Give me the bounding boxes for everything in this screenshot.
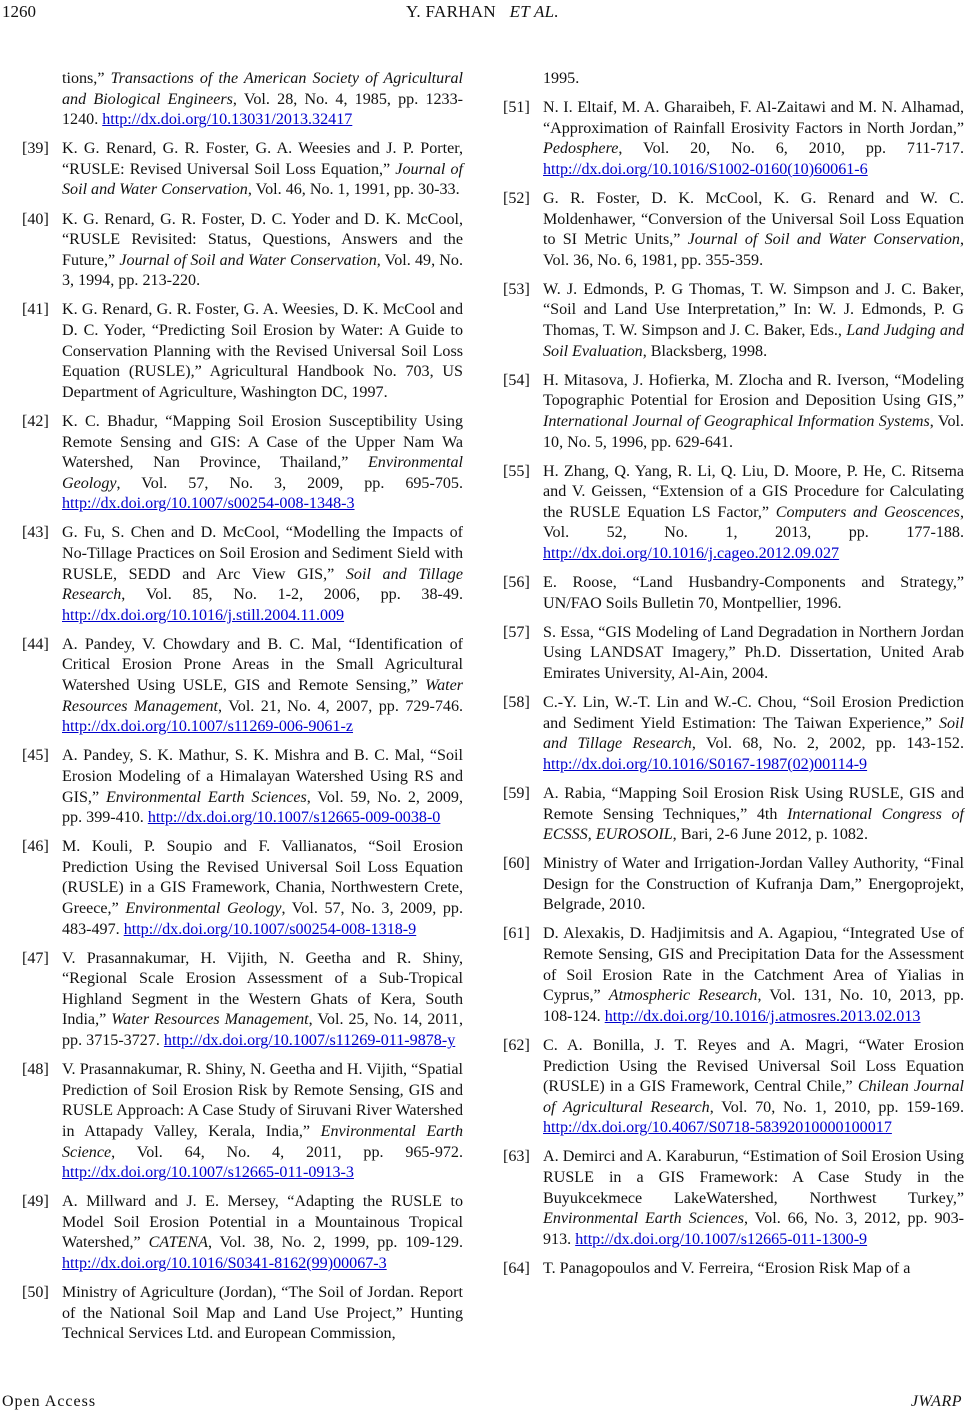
reference-item: [503, 280, 964, 362]
journal-title: Computers and Geoscences: [775, 503, 960, 521]
reference-text: , Vol. 21, No. 4, 2007, pp. 729-746.: [218, 697, 464, 715]
journal-title: International Journal of Geographical Information Systems: [543, 412, 930, 430]
reference-number: [47]: [22, 949, 49, 967]
reference-item: [503, 189, 964, 271]
reference-text: M. Kouli, P. Soupio and F. Vallianatos, “Soil Erosion Prediction Using the Revised Universal Soil Loss Equation (RUSLE) in a GIS Framework, Chania, Northwestern Crete, Greece,”: [62, 838, 463, 917]
references-right-column: [503, 69, 964, 1288]
reference-number: [53]: [503, 280, 530, 298]
reference-item: [22, 300, 463, 403]
reference-number: [62]: [503, 1036, 530, 1054]
reference-text: , Vol. 36, No. 6, 1981, pp. 355-359.: [543, 231, 964, 269]
reference-number: [49]: [22, 1193, 49, 1211]
reference-number: [58]: [503, 694, 530, 712]
reference-item: [503, 693, 964, 775]
reference-item: [22, 69, 463, 131]
reference-text: C.-Y. Lin, W.-T. Lin and W.-C. Chou, “Soil Erosion Prediction and Sediment Yield Estimation: The Taiwan Experience,”: [543, 694, 964, 732]
reference-number: [63]: [503, 1148, 530, 1166]
reference-number: [48]: [22, 1061, 49, 1079]
reference-number: [61]: [503, 925, 530, 943]
journal-title: Environmental Earth Science: [62, 1122, 463, 1161]
reference-text: , Vol. 46, No. 1, 1991, pp. 30-33.: [247, 181, 460, 199]
reference-text: N. I. Eltaif, M. A. Gharaibeh, F. Al-Zaitawi and M. N. Alhamad, “Approximation of Rainfall Erosivity Factors in North Jordan,”: [543, 99, 964, 137]
reference-text: , Vol. 85, No. 1-2, 2006, pp. 38-49.: [121, 586, 463, 604]
reference-text: Ministry of Agriculture (Jordan), “The Soil of Jordan. Report of the National Soil Map and Land Use Project,” Hunting Technical Services Ltd. and European Commission,: [62, 1284, 463, 1343]
reference-text: , Vol. 131, No. 10, 2013, pp. 108-124.: [543, 987, 965, 1025]
reference-item: [503, 462, 964, 565]
reference-item: [22, 837, 463, 940]
journal-title: International Congress of ECSSS: [543, 805, 964, 844]
reference-item: [22, 1192, 463, 1274]
doi-link[interactable]: http://dx.doi.org/10.1007/s11269-006-9061-z: [62, 718, 354, 736]
reference-text: tions,”: [62, 70, 111, 87]
reference-text: A. Pandey, V. Chowdary and B. C. Mal, “Identification of Critical Erosion Prone Areas in the Small Agricultural Watershed Using USLE, GIS and Remote Sensing,”: [62, 635, 463, 695]
reference-text: , Vol. 28, No. 4, 1985, pp. 1233-1240.: [62, 90, 463, 129]
doi-link[interactable]: http://dx.doi.org/10.1016/j.still.2004.11.009: [62, 606, 345, 624]
reference-text: A. Rabia, “Mapping Soil Erosion Risk Using RUSLE, GIS and Remote Sensing Techniques,” 4th: [543, 784, 964, 823]
reference-item: [22, 523, 463, 626]
reference-text: 1995.: [543, 70, 580, 87]
footer-journal: JWARP: [910, 1393, 962, 1410]
reference-text: , Vol. 57, No. 3, 2009, pp. 695-705.: [116, 474, 463, 492]
reference-text: , Vol. 70, No. 1, 2010, pp. 159-169.: [709, 1098, 964, 1116]
reference-text: , Vol. 59, No. 2, 2009, pp. 399-410.: [62, 788, 463, 827]
reference-item: [503, 854, 964, 916]
page-number: 1260: [2, 2, 36, 21]
reference-text: K. C. Bhadur, “Mapping Soil Erosion Susceptibility Using Remote Sensing and GIS: A Case of the Upper Nam Wa Watershed, Nan Province, Thailand,”: [62, 412, 463, 472]
reference-text: S. Essa, “GIS Modeling of Land Degradation in Northern Jordan Using LANDSAT Imagery,” Ph.D. Dissertation, United Arab Emirates University, Al-Ain, 2004.: [543, 623, 964, 682]
reference-item: [503, 623, 964, 685]
reference-item: [503, 98, 964, 180]
doi-link[interactable]: http://dx.doi.org/10.1016/j.atmosres.2013.02.013: [604, 1007, 921, 1025]
running-head: [0, 2, 965, 22]
reference-item: [22, 210, 463, 292]
reference-number: [60]: [503, 855, 530, 873]
reference-text: , Vol. 64, No. 4, 2011, pp. 965-972.: [111, 1143, 463, 1161]
journal-title: Water Resources Management: [62, 677, 463, 715]
reference-text: Ministry of Water and Irrigation-Jordan Valley Authority, “Final Design for the Construction of Kufranja Dam,” Energoprojekt, Belgrade, 2010.: [543, 855, 964, 914]
doi-link[interactable]: http://dx.doi.org/10.1007/s12665-011-0913-3: [62, 1164, 354, 1182]
reference-number: [51]: [503, 99, 530, 117]
reference-text: , Vol. 20, No. 6, 2010, pp. 711-717.: [618, 140, 964, 158]
reference-item: [503, 1259, 964, 1280]
reference-item: [503, 784, 964, 846]
reference-text: A. Pandey, S. K. Mathur, S. K. Mishra and B. C. Mal, “Soil Erosion Modeling of a Himalayan Watershed Using RS and GIS,”: [62, 747, 463, 806]
journal-title: Water Resources Management: [111, 1011, 309, 1029]
reference-number: [55]: [503, 462, 530, 480]
reference-number: [39]: [22, 140, 49, 158]
reference-item: [503, 371, 964, 453]
reference-item: [503, 1036, 964, 1139]
doi-link[interactable]: http://dx.doi.org/10.1007/s12665-011-1300-9: [575, 1230, 868, 1248]
reference-item: [22, 1283, 463, 1345]
reference-item: [22, 635, 463, 738]
reference-text: V. Prasannakumar, H. Vijith, N. Geetha and R. Shiny, “Regional Scale Erosion Assessment of a Sub-Tropical Highland Segment in the Western Ghats of Kera, South India,”: [62, 949, 463, 1029]
reference-text: K. G. Renard, G. R. Foster, D. C. Yoder and D. K. McCool, “RUSLE Revisited: Status, Questions, Answers and the Future,”: [62, 210, 463, 269]
reference-text: K. G. Renard, G. R. Foster, G. A. Weesies and J. P. Porter, “RUSLE: Revised Universal Soil Loss Equation,”: [62, 140, 463, 178]
reference-text: , Blacksberg, 1998.: [642, 342, 768, 360]
reference-text: T. Panagopoulos and V. Ferreira, “Erosion Risk Map of a: [543, 1259, 911, 1277]
journal-title: Soil and Tillage Research: [62, 565, 463, 604]
reference-text: , Vol. 38, No. 2, 1999, pp. 109-129.: [207, 1234, 464, 1252]
reference-number: [40]: [22, 210, 49, 228]
reference-item: [22, 949, 463, 1052]
reference-number: [50]: [22, 1284, 49, 1302]
doi-link[interactable]: http://dx.doi.org/10.1016/j.cageo.2012.09.027: [543, 544, 840, 562]
reference-number: [42]: [22, 412, 49, 430]
journal-title: Environmental Earth Sciences: [105, 788, 307, 806]
reference-text: E. Roose, “Land Husbandry-Components and Strategy,” UN/FAO Soils Bulletin 70, Montpellier, 1996.: [543, 574, 964, 612]
journal-title: Pedosphere: [543, 140, 619, 158]
journal-title: Journal of Soil and Water Conservation: [687, 231, 960, 249]
reference-text: , Vol. 10, No. 5, 1996, pp. 629-641.: [543, 412, 964, 451]
reference-number: [52]: [503, 189, 530, 207]
doi-link[interactable]: http://dx.doi.org/10.13031/2013.32417: [102, 111, 353, 129]
reference-item: [503, 573, 964, 614]
reference-text: K. G. Renard, G. R. Foster, G. A. Weesies, D. K. McCool and D. C. Yoder, “Predicting Soil Erosion by Water: A Guide to Conservation Planning with the Revised Universal Soil Loss Equation (RUSLE),” Agricultural Handbook No. 703, US Department of Agriculture, Washington DC, 1997.: [62, 301, 463, 401]
reference-number: [43]: [22, 524, 49, 542]
doi-link[interactable]: http://dx.doi.org/10.1007/s11269-011-9878-y: [163, 1032, 456, 1050]
running-head-etal: ET AL.: [509, 2, 559, 21]
reference-item: [22, 139, 463, 201]
doi-link[interactable]: http://dx.doi.org/10.1007/s00254-008-1348-3: [62, 495, 355, 513]
reference-item: [22, 412, 463, 515]
reference-number: [64]: [503, 1259, 530, 1277]
reference-item: [22, 746, 463, 828]
journal-title: Environmental Geology: [62, 454, 463, 492]
doi-link[interactable]: http://dx.doi.org/10.1016/S0341-8162(99)00067-3: [62, 1254, 387, 1272]
reference-text: W. J. Edmonds, P. G Thomas, T. W. Simpson and J. C. Baker, “Soil and Land Use Interpretation,” In: W. J. Edmonds, P. G Thomas, T. W. Simpson and J. C. Baker, Eds.,: [543, 280, 964, 340]
reference-item: [22, 1060, 463, 1184]
page-header: [0, 2, 965, 26]
reference-text: , Vol. 57, No. 3, 2009, pp. 483-497.: [62, 899, 463, 938]
reference-text: , Vol. 66, No. 3, 2012, pp. 903-913.: [543, 1210, 964, 1248]
journal-title: Environmental Earth Sciences: [543, 1210, 744, 1228]
reference-text: G. R. Foster, D. K. McCool, K. G. Renard and W. C. Moldenhawer, “Conversion of the Universal Soil Loss Equation to SI Metric Units,”: [543, 189, 964, 249]
reference-text: , Vol. 25, No. 14, 2011, pp. 3715-3727.: [62, 1011, 463, 1050]
reference-text: A. Millward and J. E. Mersey, “Adapting the RUSLE to Model Soil Erosion Potential in a Mountainous Tropical Watershed,”: [62, 1193, 463, 1252]
journal-title: CATENA: [148, 1234, 208, 1252]
reference-text: C. A. Bonilla, J. T. Reyes and A. Magri, “Water Erosion Prediction Using the Revised Universal Soil Loss Equation (RUSLE) in a GIS Framework, Central Chile,”: [543, 1036, 964, 1096]
reference-text: D. Alexakis, D. Hadjimitsis and A. Agapiou, “Integrated Use of Remote Sensing, GIS and Precipitation Data for the Assessment of Soil Erosion Rate in the Catchment Area of Yialias in Cyprus,”: [543, 925, 964, 1005]
doi-link[interactable]: http://dx.doi.org/10.1007/s00254-008-1318-9: [123, 920, 417, 938]
reference-number: [41]: [22, 301, 49, 319]
journal-title: Journal of Soil and Water Conservation: [62, 160, 463, 199]
reference-item: [503, 1147, 964, 1250]
reference-number: [45]: [22, 747, 49, 765]
journal-title: Chilean Journal of Agricultural Research: [543, 1078, 964, 1116]
reference-text: A. Demirci and A. Karaburun, “Estimation of Soil Erosion Using RUSLE in a GIS Framework: A Case Study in the Buyukcekmece LakeWatershed, Northwest Turkey,”: [543, 1148, 964, 1207]
reference-text: , Vol. 49, No. 3, 1994, pp. 213-220.: [62, 251, 463, 290]
doi-link[interactable]: http://dx.doi.org/10.1007/s12665-009-0038-0: [147, 809, 441, 827]
journal-title: EUROSOIL: [595, 826, 673, 844]
reference-number: [57]: [503, 623, 530, 641]
reference-number: [46]: [22, 838, 49, 856]
doi-link[interactable]: http://dx.doi.org/10.1016/S1002-0160(10)60061-6: [543, 160, 868, 178]
reference-number: [44]: [22, 635, 49, 653]
reference-text: V. Prasannakumar, R. Shiny, N. Geetha and H. Vijith, “Spatial Prediction of Soil Erosion Risk by Remote Sensing, GIS and RUSLE Approach: A Case Study of Siruvani River Watershed in Attapady Valley, Kerala, India,”: [62, 1061, 463, 1140]
journal-title: Land Judging and Soil Evaluation: [543, 322, 965, 360]
reference-number: [56]: [503, 574, 530, 592]
reference-text: , Vol. 68, No. 2, 2002, pp. 143-152.: [691, 735, 964, 753]
doi-link[interactable]: http://dx.doi.org/10.4067/S0718-58392010000100017: [543, 1119, 892, 1137]
journal-title: Transactions of the American Society of Agricultural and Biological Engineers: [62, 70, 463, 108]
reference-text: , Bari, 2-6 June 2012, p. 1082.: [672, 826, 868, 844]
journal-title: Atmospheric Research: [608, 987, 758, 1005]
reference-item: [503, 924, 964, 1027]
journal-title: Journal of Soil and Water Conservation: [119, 251, 377, 269]
journal-title: Environmental Geology: [125, 899, 282, 917]
running-head-author: Y. FARHAN: [406, 2, 496, 21]
reference-number: [54]: [503, 371, 530, 389]
references-left-column: [22, 69, 463, 1353]
reference-number: [59]: [503, 784, 530, 802]
reference-text: ,: [587, 826, 596, 844]
doi-link[interactable]: http://dx.doi.org/10.1016/S0167-1987(02)00114-9: [543, 755, 868, 773]
reference-text: H. Zhang, Q. Yang, R. Li, Q. Liu, D. Moore, P. He, C. Ritsema and V. Geissen, “Extension of a GIS Procedure for Calculating the RUSLE Equation LS Factor,”: [543, 462, 964, 521]
footer-open-access: Open Access: [2, 1393, 97, 1410]
reference-text: H. Mitasova, J. Hofierka, M. Zlocha and R. Iverson, “Modeling Topographic Potential for Erosion and Deposition Using GIS,”: [543, 371, 964, 410]
reference-item: [503, 69, 964, 90]
reference-text: G. Fu, S. Chen and D. McCool, “Modelling the Impacts of No-Tillage Practices on Soil Erosion and Sediment Sield with RUSLE, SEDD and Arc View GIS,”: [62, 524, 463, 583]
journal-title: Soil and Tillage Research: [543, 714, 964, 753]
reference-text: , Vol. 52, No. 1, 2013, pp. 177-188.: [543, 503, 964, 542]
